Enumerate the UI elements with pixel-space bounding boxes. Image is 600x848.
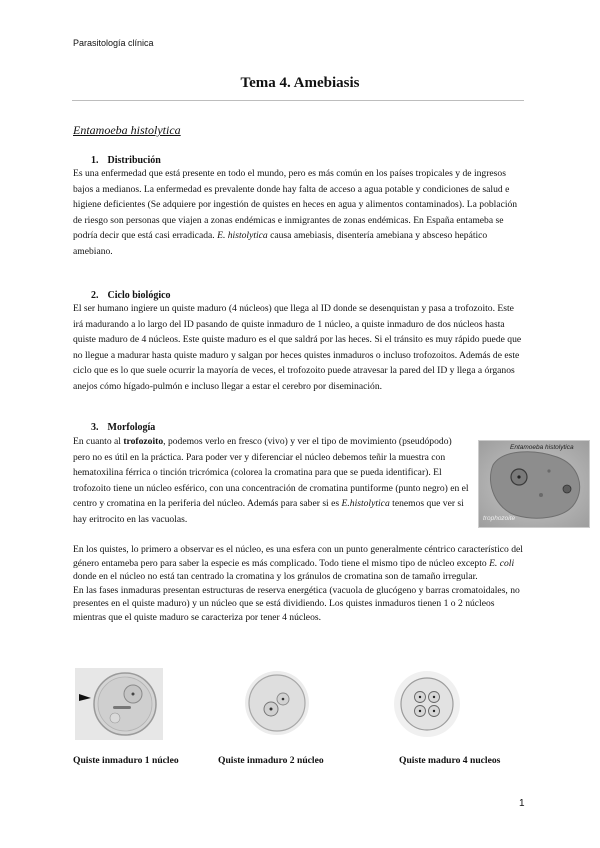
section-3-number: 3.	[91, 422, 99, 433]
species-name: E. coli	[489, 557, 515, 569]
text-run: causa amebiasis, disentería amebiana y absceso hepático amebiano.	[73, 230, 488, 257]
section-2-heading	[91, 290, 171, 301]
species-subtitle: Entamoeba histolytica	[73, 123, 181, 137]
immature-cyst-1-image	[75, 668, 163, 740]
micrograph-label: trophozoite	[483, 515, 516, 522]
text-run: , podemos verlo en fresco (vivo) y ver el tipo de movimiento (pseudópodo) pero no es útil en la práctica. Para poder ver y diferenciar el núcleo debemos teñir la muestra con hematoxilina férrica o tinción tricrómica (colorea la cromatina para que se pueda identificar). El trofozoito tiene un núcleo esférico, con una concentración de cromatina puntiforme (punto negro) en el centro y cromatina en la periferia del núcleo. Además para saber si es	[73, 436, 469, 510]
section-1-number: 1.	[91, 155, 99, 166]
section-1-body	[73, 166, 525, 260]
cyst-paragraph	[73, 543, 525, 584]
section-2-body	[73, 301, 525, 395]
running-header: Parasitología clínica	[73, 38, 154, 48]
section-1-paragraph	[73, 166, 525, 260]
section-1-heading	[91, 155, 161, 166]
caption-immature-cyst-1: Quiste inmaduro 1 núcleo	[73, 755, 179, 766]
bold-term: trofozoito	[123, 436, 164, 447]
page-title: Tema 4. Amebiasis	[240, 75, 360, 91]
mature-cyst-illustration	[390, 667, 464, 741]
mature-cyst-image	[390, 667, 464, 741]
text-run: En cuanto al	[73, 436, 124, 447]
species-name: E.histolytica	[341, 498, 390, 510]
section-3-title: Morfología	[107, 422, 156, 433]
immature-cyst-2-image	[241, 667, 313, 739]
section-3-trophozoite-paragraph	[73, 434, 471, 528]
trophozoite-text	[73, 434, 471, 528]
immature-cyst-1-illustration	[75, 668, 163, 740]
species-name: E. histolytica	[217, 230, 268, 242]
text-run: tenemos que ver si hay eritrocito en las vacuolas.	[73, 498, 464, 525]
section-3-cyst-paragraphs	[73, 543, 525, 625]
section-2-paragraph: El ser humano ingiere un quiste maduro (4 núcleos) que llega al ID donde se desenquistan y pasa a trofozoito. Este irá madurando a lo largo del ID pasando de quiste inmaduro de 1 núcleo, a quiste inmaduro de dos núcleos hasta quiste maduro de 4 núcleos. Este quiste maduro es el que saldrá por las heces. Si el tránsito es muy rápido puede que no llegue a madurar hasta quiste maduro y salgan por heces quistes inmaduros o incluso trofozoitos. Además de este ciclo que es lo que suele ocurrir la mayoría de veces, el trofozoito puede atravesar la pared del ID y llega a órganos anejos cómo hígado-pulmón e incluso llegar a estar el cerebro por diseminación.	[73, 303, 522, 392]
text-run: Es una enfermedad que está presente en todo el mundo, pero es más común en los países tropicales y de ingresos bajos a medianos. La enfermedad es prevalente donde hay falta de acceso a agua potable y condiciones de salud e higiene deficientes (Se adquiere por ingestión de quistes en heces en agua y alimentos contaminados). La población de riesgo son personas que viajen a zonas endémicas e inmigrantes de zonas endémicas. En España entameba se podría decir que está casi erradicada.	[73, 168, 518, 242]
caption-immature-cyst-2: Quiste inmaduro 2 núcleo	[218, 755, 324, 766]
caption-mature-cyst: Quiste maduro 4 nucleos	[399, 755, 501, 766]
title-divider	[72, 100, 524, 101]
immature-cyst-2-illustration	[241, 667, 313, 739]
section-2-number: 2.	[91, 290, 99, 301]
page-number: 1	[519, 798, 525, 809]
text-run: En los quistes, lo primero a observar es el núcleo, es una esfera con un punto generalmente céntrico característico del género entameba pero para saber la especie es más complicado. Todo tiene el mismo tipo de núcleo excepto	[73, 544, 523, 569]
section-1-title: Distribución	[107, 155, 161, 166]
section-2-title: Ciclo biológico	[107, 290, 171, 301]
section-3-heading	[91, 422, 155, 433]
immature-phases-paragraph: En las fases inmaduras presentan estructuras de reserva energética (vacuola de glucógeno y barras cromatoidales, no presentes en el quiste maduro) y un núcleo que se está dividiendo. Los quistes inmaduros tienen 1 o 2 núcleos mientras que el quiste maduro se caracteriza por tener 4 núcleos.	[73, 584, 520, 623]
micrograph-title: Entamoeba histolytica	[510, 444, 574, 451]
text-run: donde en el núcleo no está tan centrado la cromatina y los gránulos de cromatina son de tamaño irregular.	[73, 571, 478, 583]
